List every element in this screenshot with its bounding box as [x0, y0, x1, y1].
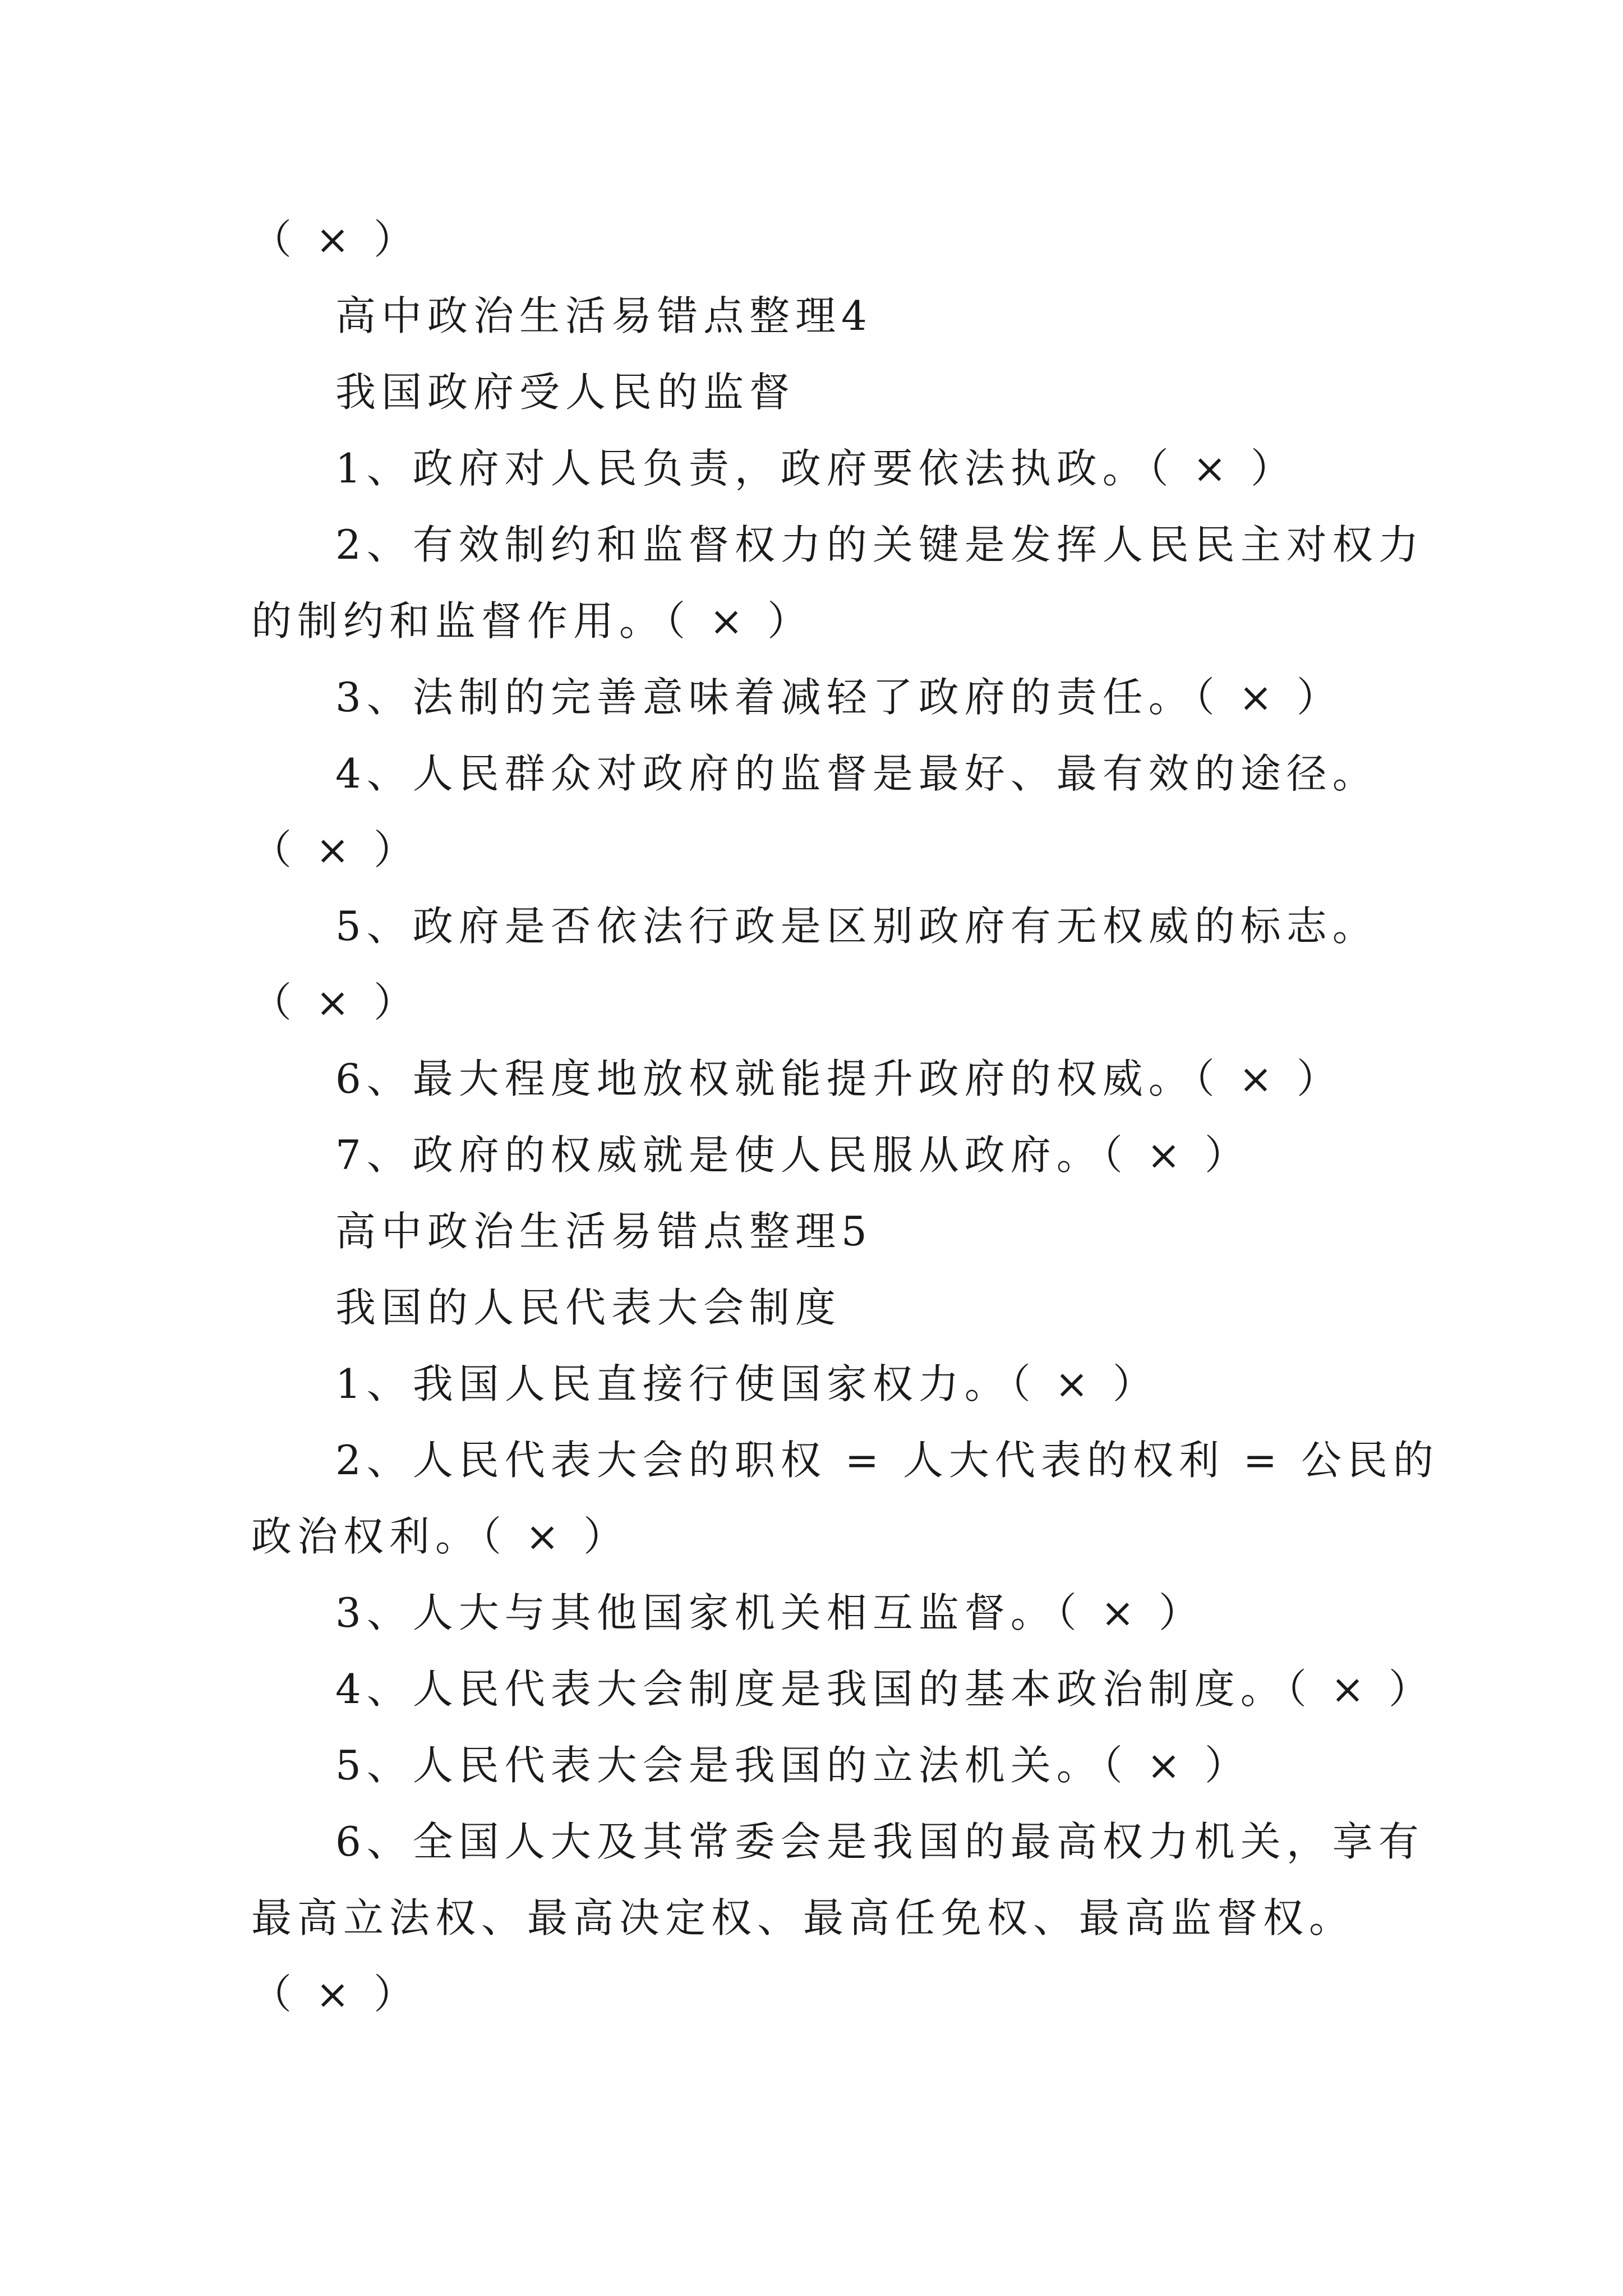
text-line: 最高立法权、最高决定权、最高任免权、最高监督权。 — [251, 1894, 1355, 1941]
text-line: 5、政府是否依法行政是区别政府有无权威的标志。 — [335, 903, 1378, 950]
text-line: 1、我国人民直接行使国家权力。（ × ） — [335, 1360, 1159, 1407]
subsection-heading: 我国政府受人民的监督 — [335, 369, 796, 416]
text-line: 的制约和监督作用。（ × ） — [251, 597, 814, 645]
text-line: 2、有效制约和监督权力的关键是发挥人民民主对权力 — [335, 521, 1424, 568]
text-line: 4、人民代表大会制度是我国的基本政治制度。（ × ） — [335, 1665, 1435, 1713]
text-line: 政治权利。（ × ） — [251, 1513, 630, 1560]
text-line: 2、人民代表大会的职权 = 人大代表的权利 = 公民的 — [335, 1437, 1440, 1484]
subsection-heading: 我国的人民代表大会制度 — [335, 1284, 842, 1331]
text-line: （ × ） — [251, 979, 420, 1026]
text-line: 4、人民群众对政府的监督是最好、最有效的途径。 — [335, 750, 1378, 797]
text-line: 6、全国人大及其常委会是我国的最高权力机关，享有 — [335, 1818, 1424, 1865]
text-line: 3、法制的完善意味着减轻了政府的责任。（ × ） — [335, 674, 1343, 721]
text-line: （ × ） — [251, 216, 420, 263]
section-heading: 高中政治生活易错点整理5 — [335, 1208, 873, 1255]
section-heading: 高中政治生活易错点整理4 — [335, 292, 873, 339]
text-line: 5、人民代表大会是我国的立法机关。（ × ） — [335, 1742, 1251, 1789]
text-line: 6、最大程度地放权就能提升政府的权威。（ × ） — [335, 1055, 1343, 1102]
text-line: （ × ） — [251, 1971, 420, 2018]
text-line: 7、政府的权威就是使人民服从政府。（ × ） — [335, 1131, 1251, 1179]
text-line: 3、人大与其他国家机关相互监督。（ × ） — [335, 1589, 1205, 1636]
text-line: 1、政府对人民负责，政府要依法执政。（ × ） — [335, 445, 1297, 492]
text-line: （ × ） — [251, 826, 420, 873]
